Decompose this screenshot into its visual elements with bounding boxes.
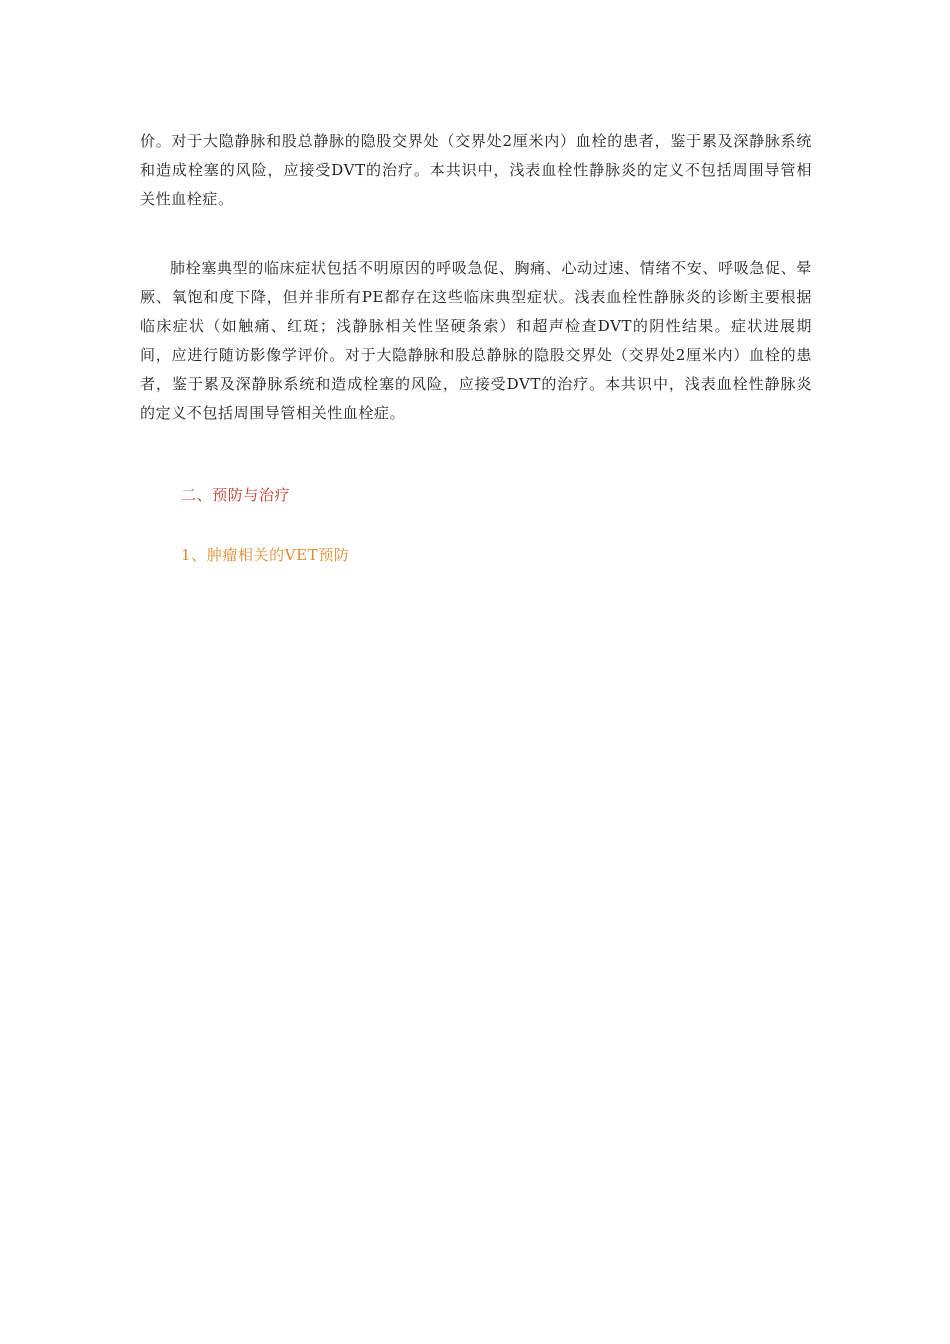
body-paragraph-continued: 价。对于大隐静脉和股总静脉的隐股交界处（交界处2厘米内）血栓的患者，鉴于累及深静脉系统和造成栓塞的风险，应接受DVT的治疗。本共识中，浅表血栓性静脉炎的定义不包括周围导管相关性血栓症。 — [140, 132, 812, 208]
body-paragraph-pulmonary-embolism: 肺栓塞典型的临床症状包括不明原因的呼吸急促、胸痛、心动过速、情绪不安、呼吸急促、晕厥、氧饱和度下降，但并非所有PE都存在这些临床典型症状。浅表血栓性静脉炎的诊断主要根据临床症状（如触痛、红斑；浅静脉相关性坚硬条索）和超声检查DVT的阴性结果。症状进展期间，应进行随访影像学评价。对于大隐静脉和股总静脉的隐股交界处（交界处2厘米内）血栓的患者，鉴于累及深静脉系统和造成栓塞的风险，应接受DVT的治疗。本共识中，浅表血栓性静脉炎的定义不包括周围导管相关性血栓症。 — [140, 259, 812, 422]
section-heading: 二、预防与治疗 — [181, 486, 291, 504]
subsection-heading: 1、肿瘤相关的VET预防 — [181, 546, 350, 564]
